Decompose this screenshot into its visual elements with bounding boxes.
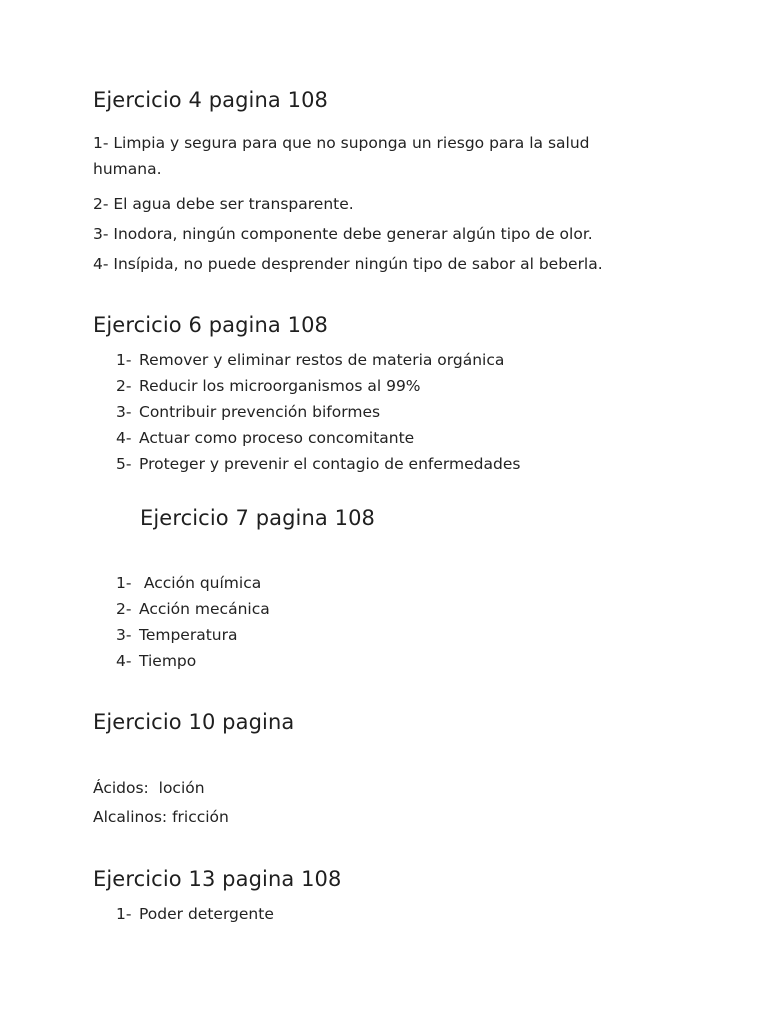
list-item-text: Contribuir prevención biformes — [139, 403, 381, 421]
list-item — [116, 425, 520, 451]
list-item — [116, 901, 274, 927]
section-title-ex10: Ejercicio 10 pagina — [93, 710, 295, 734]
list-item-number: 1- — [116, 351, 132, 369]
list-item-number: 4- — [116, 652, 132, 670]
ex4-paragraph-3: 3- Inodora, ningún componente debe generar algún tipo de olor. — [93, 225, 593, 243]
list-item-number: 2- — [116, 600, 132, 618]
list-item-number: 1- — [116, 574, 132, 592]
list-item-text: Poder detergente — [139, 905, 274, 923]
list-item — [116, 347, 520, 373]
list-item-number: 5- — [116, 455, 132, 473]
list-item-number: 1- — [116, 905, 132, 923]
list-item-number: 4- — [116, 429, 132, 447]
list-item-text: Reducir los microorganismos al 99% — [139, 377, 421, 395]
list-item — [116, 399, 520, 425]
ex7-list — [116, 570, 270, 674]
list-item-number: 2- — [116, 377, 132, 395]
ex13-list — [116, 901, 274, 927]
section-title-ex4: Ejercicio 4 pagina 108 — [93, 88, 329, 112]
list-item-text: Actuar como proceso concomitante — [139, 429, 415, 447]
ex4-paragraph-1: 1- Limpia y segura para que no suponga un riesgo para la salud humana. — [93, 134, 590, 178]
list-item-text: Acción química — [139, 574, 262, 592]
ex6-list — [116, 347, 520, 477]
ex4-paragraph-2: 2- El agua debe ser transparente. — [93, 195, 354, 213]
ex10-paragraph-1: Ácidos: loción — [93, 779, 205, 797]
list-item — [116, 451, 520, 477]
list-item — [116, 570, 270, 596]
list-item — [116, 648, 270, 674]
section-title-ex6: Ejercicio 6 pagina 108 — [93, 313, 329, 337]
list-item-text: Remover y eliminar restos de materia orgánica — [139, 351, 505, 369]
section-title-ex7: Ejercicio 7 pagina 108 — [140, 506, 376, 530]
ex4-paragraph-4: 4- Insípida, no puede desprender ningún tipo de sabor al beberla. — [93, 255, 603, 273]
ex10-paragraph-2: Alcalinos: fricción — [93, 808, 229, 826]
list-item-number: 3- — [116, 403, 132, 421]
list-item — [116, 373, 520, 399]
list-item-text: Tiempo — [139, 652, 197, 670]
section-title-ex13: Ejercicio 13 pagina 108 — [93, 867, 342, 891]
list-item-text: Proteger y prevenir el contagio de enfermedades — [139, 455, 521, 473]
list-item-text: Acción mecánica — [139, 600, 270, 618]
list-item-text: Temperatura — [139, 626, 238, 644]
list-item — [116, 596, 270, 622]
list-item — [116, 622, 270, 648]
list-item-number: 3- — [116, 626, 132, 644]
